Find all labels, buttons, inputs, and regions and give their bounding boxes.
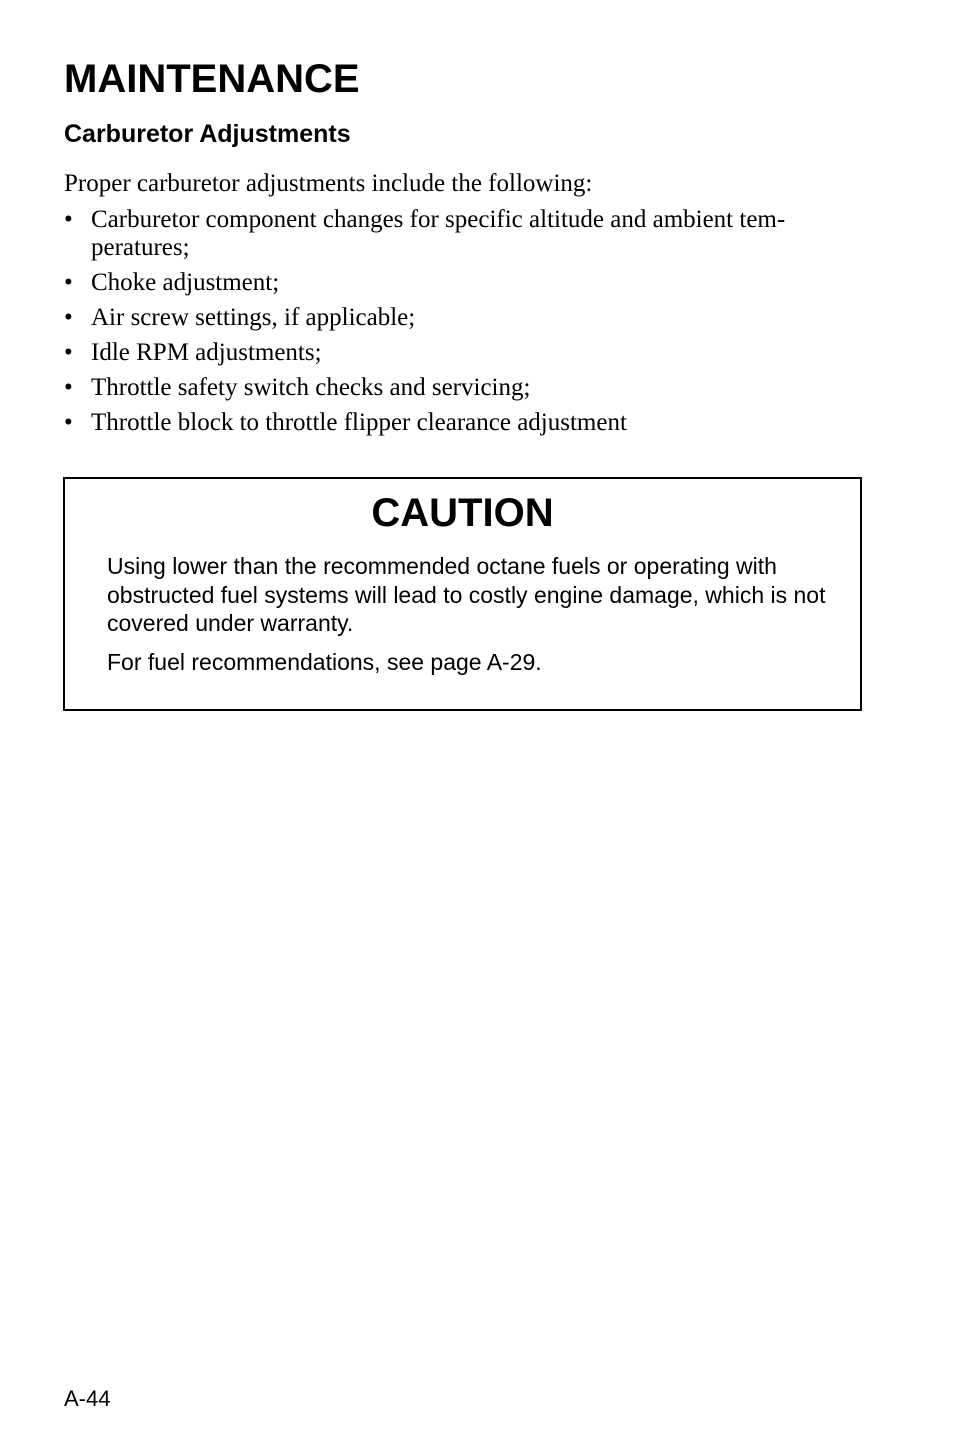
section-title: Carburetor Adjustments [64,120,351,148]
list-item-text: Carburetor component changes for specific altitude and ambient tem- peratures; [91,206,786,261]
caution-reference-text: For fuel recommendations, see page A-29. [107,649,542,675]
caution-warning-text: Using lower than the recommended octane fuels or operating with obstructed fuel systems will lead to costly engine damage, which is not covered under warranty. [107,553,826,636]
list-item [64,339,874,367]
bullet-icon: • [64,206,73,233]
bullet-icon: • [64,269,73,296]
caution-title: CAUTION [371,491,554,535]
bullet-icon: • [64,374,73,401]
bullet-icon: • [64,409,73,436]
caution-box [63,477,862,711]
list-item-text: Throttle block to throttle flipper clearance adjustment [91,409,627,436]
page-number: A-44 [64,1386,111,1411]
page-title: MAINTENANCE [64,57,360,101]
list-item-text: Throttle safety switch checks and servicing; [91,374,531,401]
adjustment-list [64,206,874,444]
bullet-icon: • [64,339,73,366]
list-item [64,409,874,437]
list-item [64,206,874,262]
list-item-text: Choke adjustment; [91,269,280,296]
bullet-icon: • [64,304,73,331]
list-item [64,304,874,332]
list-item [64,269,874,297]
intro-paragraph: Proper carburetor adjustments include the following: [64,170,593,197]
list-item-text: Air screw settings, if applicable; [91,304,416,331]
list-item [64,374,874,402]
list-item-text: Idle RPM adjustments; [91,339,322,366]
